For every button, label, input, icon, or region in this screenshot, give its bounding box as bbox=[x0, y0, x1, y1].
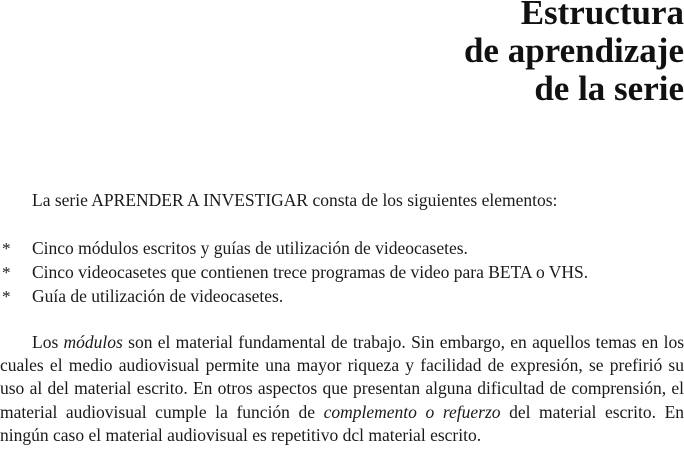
title-line-3: de la serie bbox=[534, 69, 684, 108]
paragraph-text-1: Los bbox=[32, 332, 64, 352]
intro-text: La serie APRENDER A INVESTIGAR consta de los siguientes elementos: bbox=[32, 190, 558, 210]
asterisk-bullet-icon: * bbox=[2, 263, 11, 282]
paragraph-text-2: son el material fundamental de trabajo. Sin embargo, en aquellos temas en los cuales el medio audiovisual permite una mayor riqueza y facilidad de expresión, se prefirió su uso al del material escrito. En otros aspectos que presentan alguna dificultad de comprensión, el material audiovisual cumple la función de bbox=[0, 332, 684, 422]
body-paragraph bbox=[0, 331, 684, 447]
list-item-text: Cinco videocasetes que contienen trece programas de video para BETA o VHS. bbox=[32, 262, 589, 282]
asterisk-bullet-icon: * bbox=[2, 287, 11, 306]
paragraph-text-3: del material escrito. En ningún caso el material audiovisual es repetitivo dcl material escrito. bbox=[0, 401, 684, 445]
page-title bbox=[464, 0, 684, 108]
elements-list bbox=[0, 236, 588, 308]
list-item bbox=[0, 236, 588, 260]
list-item-text: Guía de utilización de videocasetes. bbox=[32, 286, 284, 306]
list-item-text: Cinco módulos escritos y guías de utilización de videocasetes. bbox=[32, 238, 468, 258]
title-line-2: de aprendizaje bbox=[463, 31, 684, 70]
list-item bbox=[0, 260, 588, 284]
asterisk-bullet-icon: * bbox=[2, 239, 11, 258]
list-item bbox=[0, 284, 588, 308]
paragraph-italic-1: módulos bbox=[63, 332, 123, 352]
title-line-1: Estructura bbox=[520, 0, 684, 32]
paragraph-italic-2: complemento o refuerzo bbox=[323, 401, 501, 422]
